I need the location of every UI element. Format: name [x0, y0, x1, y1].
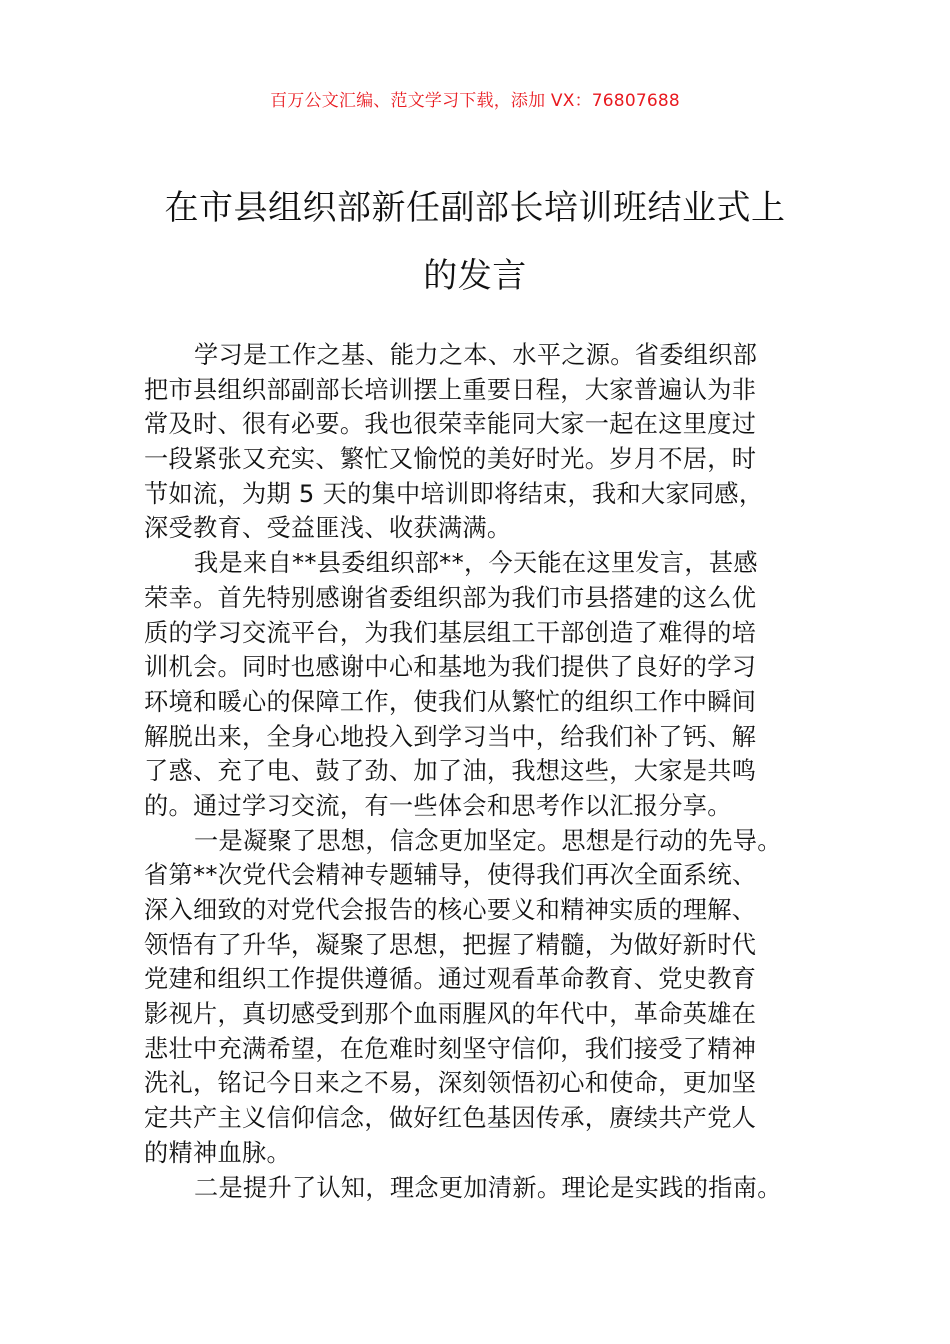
paragraph-line: 一段紧张又充实、繁忙又愉悦的美好时光。岁月不居，时 — [144, 445, 757, 474]
paragraph-line: 定共产主义信仰信念，做好红色基因传承，赓续共产党人 — [144, 1104, 757, 1133]
paragraph-line: 我是来自**县委组织部**，今天能在这里发言，甚感 — [194, 549, 758, 578]
paragraph-line: 荣幸。首先特别感谢省委组织部为我们市县搭建的这么优 — [144, 583, 757, 612]
paragraph-line: 学习是工作之基、能力之本、水平之源。省委组织部 — [194, 341, 758, 369]
paragraph-line: 的。通过学习交流，有一些体会和思考作以汇报分享。 — [144, 791, 732, 820]
paragraph-line: 常及时、很有必要。我也很荣幸能同大家一起在这里度过 — [144, 410, 757, 439]
paragraph-line: 二是提升了认知，理念更加清新。理论是实践的指南。 — [194, 1173, 782, 1202]
paragraph-line: 深受教育、受益匪浅、收获满满。 — [144, 514, 512, 543]
paragraph-line: 的精神血脉。 — [144, 1138, 291, 1167]
document-title-line-2: 的发言 — [423, 256, 527, 296]
paragraph-line: 党建和组织工作提供遵循。通过观看革命教育、党史教育 — [144, 965, 757, 994]
watermark-header: 百万公文汇编、范文学习下载，添加 VX：76807688 — [270, 91, 680, 111]
paragraph-line: 训机会。同时也感谢中心和基地为我们提供了良好的学习 — [144, 653, 757, 682]
paragraph-line: 节如流，为期 5 天的集中培训即将结束，我和大家同感， — [144, 479, 764, 508]
document-title-line-1: 在市县组织部新任副部长培训班结业式上 — [164, 188, 786, 228]
paragraph-line: 把市县组织部副部长培训摆上重要日程，大家普遍认为非 — [144, 375, 757, 404]
paragraph-line: 一是凝聚了思想，信念更加坚定。思想是行动的先导。 — [194, 826, 782, 855]
paragraph-line: 环境和暖心的保障工作，使我们从繁忙的组织工作中瞬间 — [144, 687, 757, 716]
paragraph-line: 领悟有了升华，凝聚了思想，把握了精髓，为做好新时代 — [144, 930, 757, 959]
document-body — [144, 338, 824, 1205]
paragraph-line: 省第**次党代会精神专题辅导，使得我们再次全面系统、 — [144, 861, 757, 890]
paragraph-line: 解脱出来，全身心地投入到学习当中，给我们补了钙、解 — [144, 722, 757, 751]
paragraph-line: 了惑、充了电、鼓了劲、加了油，我想这些，大家是共鸣 — [144, 757, 757, 786]
paragraph-line: 影视片，真切感受到那个血雨腥风的年代中，革命英雄在 — [144, 1000, 757, 1029]
paragraph-line: 洗礼，铭记今日来之不易，深刻领悟初心和使命，更加坚 — [144, 1069, 757, 1098]
paragraph-line: 质的学习交流平台，为我们基层组工干部创造了难得的培 — [144, 618, 757, 647]
paragraph-line: 悲壮中充满希望，在危难时刻坚守信仰，我们接受了精神 — [144, 1034, 757, 1063]
paragraph-line: 深入细致的对党代会报告的核心要义和精神实质的理解、 — [144, 896, 757, 924]
